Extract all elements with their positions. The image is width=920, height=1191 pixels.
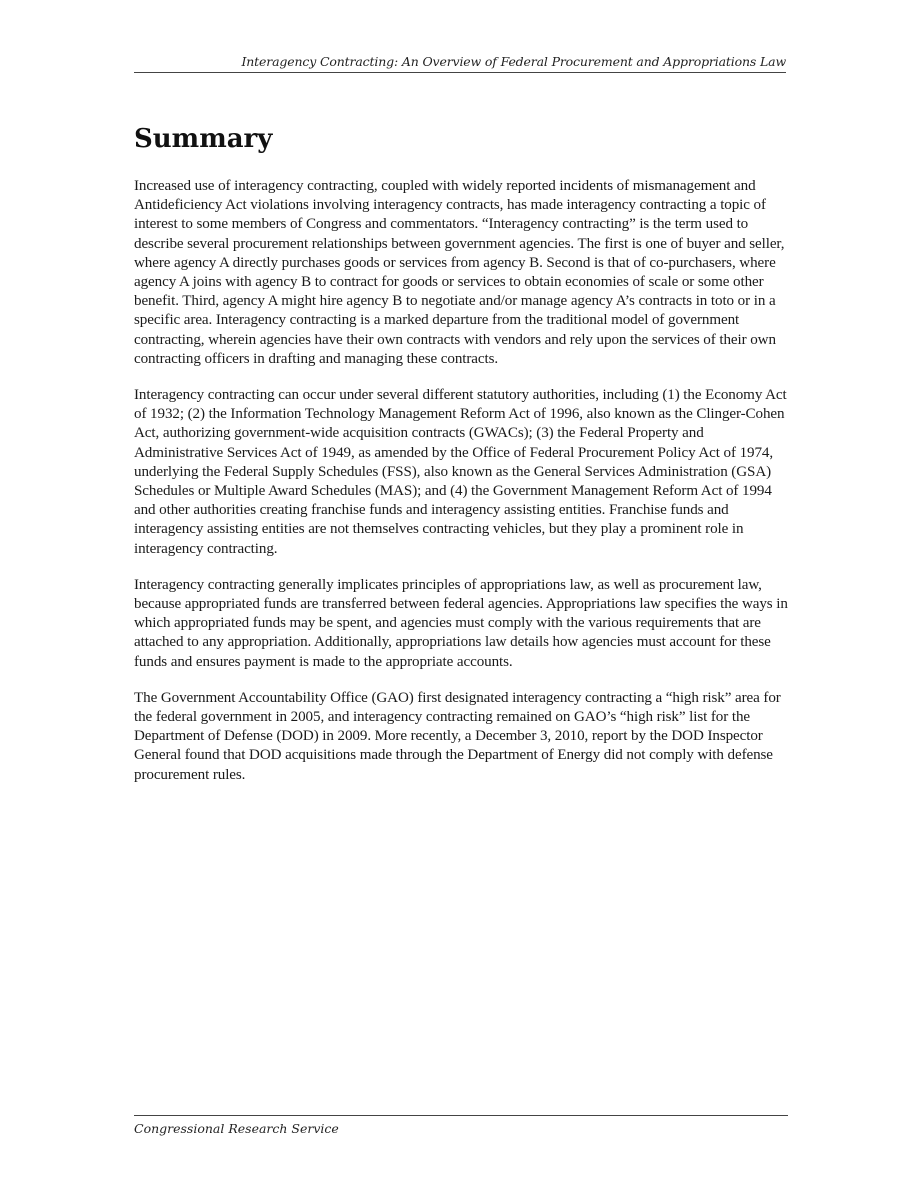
footer-publisher: Congressional Research Service bbox=[134, 1121, 339, 1136]
summary-paragraph-3: Interagency contracting generally implicates principles of appropriations law, as well as procurement law, because appropriated funds are transferred between federal agencies. Appropriations law specifies the ways in which appropriated funds may be spent, and agencies must comply with the various requirements that are attached to any appropriation. Additionally, appropriations law details how agencies must account for these funds and ensures payment is made to the appropriate accounts. bbox=[134, 576, 788, 670]
summary-paragraph-2: Interagency contracting can occur under several different statutory authorities, including (1) the Economy Act of 1932; (2) the Information Technology Management Reform Act of 1996, also known as the Clinger-Cohen Act, authorizing government-wide acquisition contracts (GWACs); (3) the Federal Property and Administrative Services Act of 1949, as amended by the Office of Federal Procurement Policy Act of 1974, underlying the Federal Supply Schedules (FSS), also known as the General Services Administration (GSA) Schedules or Multiple Award Schedules (MAS); and (4) the Government Management Reform Act of 1994 and other authorities creating franchise funds and interagency assisting entities. Franchise funds and interagency assisting entities are not themselves contracting vehicles, but they play a prominent role in interagency contracting. bbox=[134, 387, 787, 557]
running-header bbox=[134, 54, 786, 73]
running-footer bbox=[134, 1115, 788, 1136]
running-header-title: Interagency Contracting: An Overview of Federal Procurement and Appropriations Law bbox=[241, 54, 786, 69]
page-title: Summary bbox=[134, 124, 273, 154]
summary-paragraph-4: The Government Accountability Office (GAO) first designated interagency contracting a “high risk” area for the federal government in 2005, and interagency contracting remained on GAO’s “high risk” list for the Department of Defense (DOD) in 2009. More recently, a December 3, 2010, report by the DOD Inspector General found that DOD acquisitions made through the Department of Energy did not comply with defense procurement rules. bbox=[134, 689, 781, 783]
summary-paragraph-1: Increased use of interagency contracting, coupled with widely reported incidents of mismanagement and Antideficiency Act violations involving interagency contracts, has made interagency contracting a topic of interest to some members of Congress and commentators. “Interagency contracting” is the term used to describe several procurement relationships between government agencies. The first is one of buyer and seller, where agency A directly purchases goods or services from agency B. Second is that of co-purchasers, where agency A joins with agency B to contract for goods or services to obtain economies of scale or some other benefit. Third, agency A might hire agency B to negotiate and/or manage agency A’s contracts in toto or in a specific area. Interagency contracting is a marked departure from the traditional model of government contracting, wherein agencies have their own contracts with vendors and rely upon the services of their own contracting officers in drafting and managing these contracts. bbox=[134, 178, 785, 367]
summary-body bbox=[134, 177, 788, 802]
